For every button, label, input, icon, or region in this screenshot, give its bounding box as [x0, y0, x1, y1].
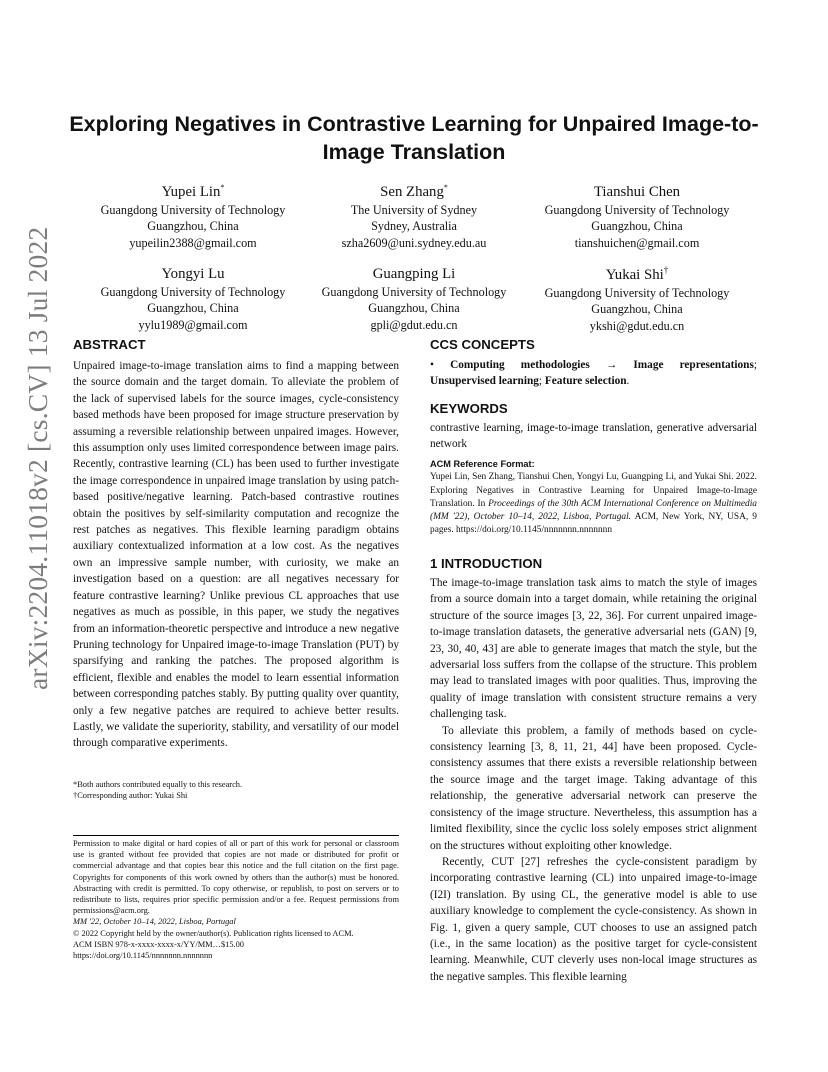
ccs-separator: ; — [753, 359, 757, 371]
intro-paragraph: Recently, CUT [27] refreshes the cycle-consistent paradigm by incorporating contrastive learning (CL) into unpaired image-to-image (I2I) translation. By using CL, the generative model is able to use auxiliary knowledge to complement the cycle-consistency. As shown in Fig. 1, given a query sample, CUT chooses to use an assigned patch (i.e., in the same location) as the positive target for cycle-consistent learning. Meanwhile, CUT cleverly uses non-local image structures as the negative samples. This flexible learning — [430, 855, 757, 983]
author-email: ykshi@gdut.edu.cn — [589, 318, 685, 333]
venue-line: MM '22, October 10–14, 2022, Lisboa, Portugal — [73, 917, 236, 927]
author-email: gpli@gdut.edu.cn — [370, 317, 458, 332]
footnote-corresponding: †Corresponding author: Yukai Shi — [73, 791, 188, 801]
footnote-equal-contribution: *Both authors contributed equally to this research. — [73, 780, 243, 789]
ccs-separator: ; — [538, 375, 545, 388]
author-affiliation: Guangdong University of Technology — [321, 284, 507, 299]
author-affiliation: Guangdong University of Technology — [100, 284, 286, 299]
author-location: Sydney, Australia — [371, 219, 457, 234]
author-email: yylu1989@gmail.com — [138, 317, 248, 332]
author-block — [517, 260, 757, 334]
author-email: tianshuichen@gmail.com — [574, 235, 700, 250]
doi-link[interactable]: https://doi.org/10.1145/nnnnnnn.nnnnnnn — [73, 951, 213, 961]
author-affiliation: The University of Sydney — [350, 202, 478, 217]
ccs-concept: Computing methodologies — [450, 359, 590, 371]
keywords-heading: KEYWORDS — [430, 401, 508, 416]
author-block — [73, 260, 313, 333]
abstract-heading: ABSTRACT — [73, 337, 146, 352]
introduction-text — [430, 575, 757, 985]
footnotes — [73, 779, 399, 801]
author-block — [294, 178, 534, 251]
ccs-concept: Feature selection — [544, 375, 627, 388]
author-name: Yupei Lin* — [161, 183, 225, 200]
author-name: Yongyi Lu — [161, 265, 225, 282]
ccs-bullet: • — [430, 359, 434, 371]
author-name: Yukai Shi† — [605, 265, 669, 283]
author-block — [517, 178, 757, 251]
author-name: Guangping Li — [372, 265, 456, 282]
ccs-concept: Unsupervised learning — [430, 375, 539, 388]
reference-tail: ACM, New York, NY, USA, 9 pages. https://doi.org/10.1145/nnnnnnn.nnnnnnn — [430, 512, 757, 536]
intro-paragraph: The image-to-image translation task aims to match the style of images from a source domain into a target domain, while retaining the original structure of the source images [3, 22, 36]. For current unpaired image-to-image translation datasets, the generative adversarial nets (GAN) [9, 23, 30, 40, 43] are able to generate images that match the style, but the adversarial loss suffers from the collapse of the structure. This problem may lead to translated images with poor qualities. Thus, improving the quality of image translation with consistent structure remains a very challenging task. — [430, 577, 757, 721]
author-name: Tianshui Chen — [593, 183, 681, 200]
isbn-line: ACM ISBN 978-x-xxxx-xxxx-x/YY/MM…$15.00 — [73, 939, 244, 949]
permission-block — [73, 838, 399, 961]
author-affiliation: Guangdong University of Technology — [544, 202, 730, 217]
ccs-arrow: → — [589, 359, 634, 371]
ccs-concept: Image representations — [633, 359, 754, 371]
author-block — [73, 178, 313, 251]
author-location: Guangzhou, China — [591, 219, 683, 234]
introduction-heading: 1 INTRODUCTION — [430, 556, 543, 571]
author-email: yupeilin2388@gmail.com — [129, 235, 257, 250]
author-location: Guangzhou, China — [368, 301, 460, 316]
reference-proceedings: Proceedings of the 30th ACM International Conference on Multimedia (MM '22), October 10–14, 2022, Lisboa, Portugal. — [430, 498, 757, 523]
author-location: Guangzhou, China — [147, 301, 239, 316]
author-affiliation: Guangdong University of Technology — [100, 202, 286, 217]
acm-reference — [430, 458, 757, 538]
author-name: Sen Zhang* — [380, 183, 448, 200]
keywords-text — [430, 420, 757, 453]
reference-heading: ACM Reference Format: — [430, 459, 535, 469]
permission-divider — [73, 835, 399, 836]
ccs-end: . — [626, 375, 630, 388]
abstract-text — [73, 358, 399, 752]
paper-title: Exploring Negatives in Contrastive Learning for Unpaired Image-to-Image Translation — [69, 112, 759, 164]
arxiv-sidebar-id: arXiv:2204.11018v2 [cs.CV] 13 Jul 2022 — [22, 226, 53, 690]
ccs-heading: CCS CONCEPTS — [430, 337, 535, 352]
keywords-paragraph: contrastive learning, image-to-image translation, generative adversarial network — [430, 422, 757, 451]
permission-text: Permission to make digital or hard copies of all or part of this work for personal or classroom use is granted without fee provided that copies are not made or distributed for profit or commercial advantage and that copies bear this notice and the full citation on the first page. Copyrights for components of this work owned by others than the author(s) must be honored. Abstracting with credit is permitted. To copy otherwise, or republish, to post on servers or to redistribute to lists, requires prior specific permission and/or a fee. Request permissions from permissions@acm.org. — [73, 839, 399, 916]
reference-authors: Yupei Lin, Sen Zhang, Tianshui Chen, Yongyi Lu, Guangping Li, and Yukai Shi. 2022. Exploring Negatives in Contrastive Learning for Unpaired Image-to-Image Translation. In — [430, 472, 757, 509]
author-block — [294, 260, 534, 333]
author-location: Guangzhou, China — [591, 302, 683, 317]
copyright-line: © 2022 Copyright held by the owner/author(s). Publication rights licensed to ACM. — [73, 928, 354, 938]
author-email: szha2609@uni.sydney.edu.au — [341, 235, 487, 250]
intro-paragraph: To alleviate this problem, a family of methods based on cycle-consistency learning [3, 8, 11, 21, 44] have been proposed. Cycle-consistency assumes that there exists a reversible relationship between the source image and the target image. Taking advantage of this relationship, the generative adversarial network can preserve the consistency of the image structure. Nevertheless, this assumption has a limited flexibility, since the cyclic loss solely emposes strict alignment on the structures without exploiting other knowledge. — [430, 724, 757, 852]
ccs-concepts — [430, 357, 757, 390]
abstract-paragraph: Unpaired image-to-image translation aims to find a mapping between the source domain and the target domain. To alleviate the problem of the lack of supervised labels for the source images, cycle-consistency based methods have been proposed for image structure preservation by assuming a reversible relationship between unpaired images. However, this assumption only uses limited correspondence between image pairs. Recently, contrastive learning (CL) has been used to further investigate the image correspondence in unpaired image translation by using patch-based positive/negative learning. Patch-based contrastive routines obtain the positives by self-similarity computation and recognize the rest patches as negatives. This flexible learning paradigm obtains auxiliary contextualized information at a low cost. As the negatives own an impressive sample number, with curiosity, we make an investigation based on a question: are all negatives necessary for feature contrastive learning? Unlike previous CL approaches that use negatives as much as possible, in this paper, we study the negatives from an information-theoretic perspective and introduce a new negative Pruning technology for Unpaired image-to-image Translation (PUT) by sparsifying and ranking the patches. The proposed algorithm is efficient, flexible and enables the model to learn essential information between corresponding patches stably. By putting quality over quantity, only a few negative patches are required to achieve better results. Lastly, we validate the superiority, stability, and versatility of our model through comparative experiments. — [73, 360, 399, 750]
author-location: Guangzhou, China — [147, 219, 239, 234]
author-affiliation: Guangdong University of Technology — [544, 285, 730, 300]
